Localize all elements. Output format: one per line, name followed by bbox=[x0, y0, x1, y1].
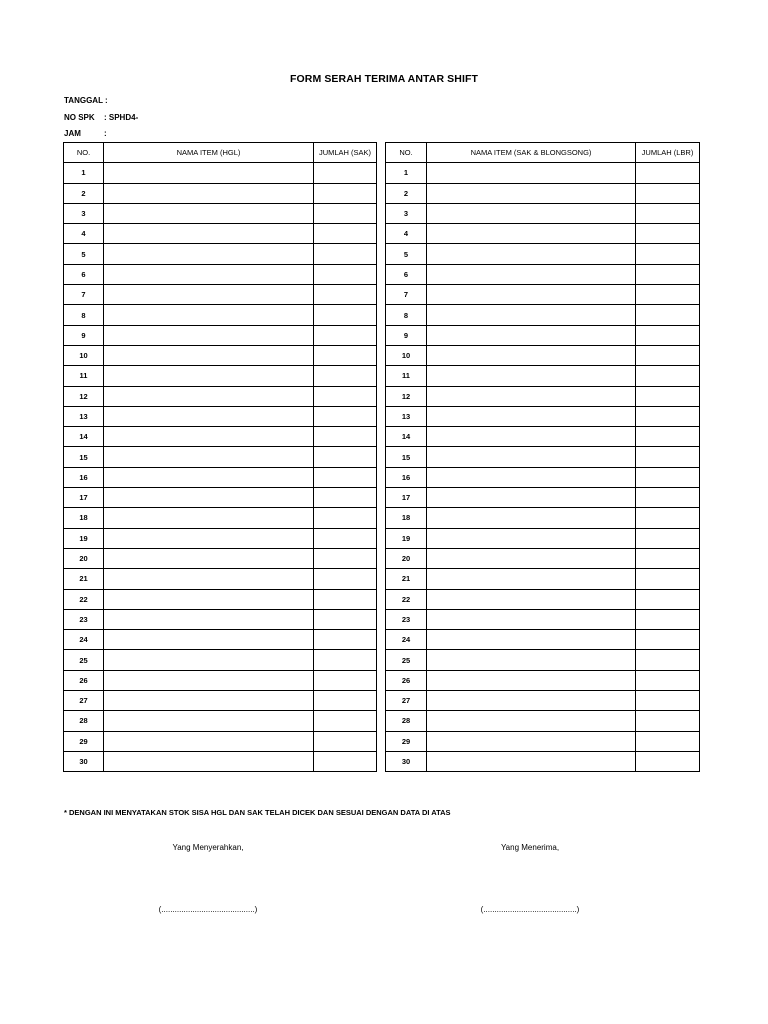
item-name-cell[interactable] bbox=[104, 447, 314, 467]
table-row bbox=[64, 447, 377, 467]
quantity-cell[interactable] bbox=[636, 650, 700, 670]
row-number: 17 bbox=[386, 488, 427, 508]
row-number: 9 bbox=[64, 325, 104, 345]
quantity-cell[interactable] bbox=[636, 711, 700, 731]
quantity-cell[interactable] bbox=[314, 589, 377, 609]
item-name-cell[interactable] bbox=[104, 508, 314, 528]
form-title: FORM SERAH TERIMA ANTAR SHIFT bbox=[290, 73, 478, 85]
quantity-cell[interactable] bbox=[314, 224, 377, 244]
table-row bbox=[64, 731, 377, 751]
item-name-cell[interactable] bbox=[104, 609, 314, 629]
item-name-cell[interactable] bbox=[427, 467, 636, 487]
row-number: 9 bbox=[386, 325, 427, 345]
header-item-name: NAMA ITEM (HGL) bbox=[104, 143, 314, 163]
item-name-cell[interactable] bbox=[104, 345, 314, 365]
quantity-cell[interactable] bbox=[636, 670, 700, 690]
row-number: 14 bbox=[386, 427, 427, 447]
table-row bbox=[386, 467, 700, 487]
quantity-cell[interactable] bbox=[314, 244, 377, 264]
table-row bbox=[64, 488, 377, 508]
item-name-cell[interactable] bbox=[427, 670, 636, 690]
item-name-cell[interactable] bbox=[427, 203, 636, 223]
item-name-cell[interactable] bbox=[104, 163, 314, 183]
item-name-cell[interactable] bbox=[104, 366, 314, 386]
quantity-cell[interactable] bbox=[636, 366, 700, 386]
table-row bbox=[386, 650, 700, 670]
quantity-cell[interactable] bbox=[636, 183, 700, 203]
quantity-cell[interactable] bbox=[314, 183, 377, 203]
table-row bbox=[386, 528, 700, 548]
giver-signature-line: (..........................................) bbox=[158, 905, 258, 914]
quantity-cell[interactable] bbox=[314, 751, 377, 771]
item-name-cell[interactable] bbox=[427, 305, 636, 325]
quantity-cell[interactable] bbox=[314, 488, 377, 508]
item-name-cell[interactable] bbox=[104, 630, 314, 650]
row-number: 2 bbox=[386, 183, 427, 203]
table-row bbox=[64, 751, 377, 771]
quantity-cell[interactable] bbox=[314, 264, 377, 284]
table-row bbox=[64, 427, 377, 447]
item-name-cell[interactable] bbox=[104, 670, 314, 690]
row-number: 15 bbox=[386, 447, 427, 467]
row-number: 16 bbox=[64, 467, 104, 487]
table-row bbox=[386, 711, 700, 731]
table-row bbox=[64, 386, 377, 406]
header-no: NO. bbox=[64, 143, 104, 163]
quantity-cell[interactable] bbox=[314, 345, 377, 365]
row-number: 23 bbox=[386, 609, 427, 629]
row-number: 22 bbox=[64, 589, 104, 609]
item-name-cell[interactable] bbox=[104, 488, 314, 508]
item-name-cell[interactable] bbox=[104, 691, 314, 711]
row-number: 7 bbox=[64, 285, 104, 305]
row-number: 24 bbox=[64, 630, 104, 650]
row-number: 20 bbox=[386, 548, 427, 568]
row-number: 5 bbox=[64, 244, 104, 264]
quantity-cell[interactable] bbox=[636, 386, 700, 406]
quantity-cell[interactable] bbox=[636, 691, 700, 711]
quantity-cell[interactable] bbox=[636, 609, 700, 629]
row-number: 13 bbox=[64, 406, 104, 426]
row-number: 10 bbox=[386, 345, 427, 365]
table-row bbox=[386, 731, 700, 751]
item-name-cell[interactable] bbox=[427, 609, 636, 629]
table-row bbox=[386, 224, 700, 244]
item-name-cell[interactable] bbox=[104, 244, 314, 264]
table-row bbox=[64, 711, 377, 731]
quantity-cell[interactable] bbox=[314, 325, 377, 345]
table-row bbox=[64, 569, 377, 589]
quantity-cell[interactable] bbox=[636, 508, 700, 528]
item-name-cell[interactable] bbox=[427, 691, 636, 711]
table-header-row bbox=[64, 143, 377, 163]
hgl-table bbox=[63, 142, 377, 772]
item-name-cell[interactable] bbox=[427, 548, 636, 568]
item-name-cell[interactable] bbox=[427, 630, 636, 650]
item-name-cell[interactable] bbox=[427, 224, 636, 244]
quantity-cell[interactable] bbox=[636, 569, 700, 589]
table-row bbox=[386, 244, 700, 264]
item-name-cell[interactable] bbox=[427, 427, 636, 447]
item-name-cell[interactable] bbox=[104, 467, 314, 487]
quantity-cell[interactable] bbox=[314, 305, 377, 325]
item-name-cell[interactable] bbox=[427, 386, 636, 406]
quantity-cell[interactable] bbox=[636, 548, 700, 568]
receiver-signature-line: (..........................................) bbox=[480, 905, 580, 914]
row-number: 30 bbox=[386, 751, 427, 771]
quantity-cell[interactable] bbox=[636, 203, 700, 223]
table-row bbox=[386, 264, 700, 284]
table-row bbox=[64, 224, 377, 244]
table-row bbox=[386, 325, 700, 345]
tanggal-field bbox=[64, 96, 108, 105]
quantity-cell[interactable] bbox=[314, 406, 377, 426]
row-number: 21 bbox=[64, 569, 104, 589]
table-row bbox=[386, 670, 700, 690]
row-number: 3 bbox=[64, 203, 104, 223]
table-row bbox=[386, 427, 700, 447]
table-row bbox=[386, 609, 700, 629]
table-row bbox=[386, 183, 700, 203]
nospk-value: : SPHD4- bbox=[104, 113, 139, 122]
quantity-cell[interactable] bbox=[314, 285, 377, 305]
row-number: 30 bbox=[64, 751, 104, 771]
table-row bbox=[64, 650, 377, 670]
item-name-cell[interactable] bbox=[427, 366, 636, 386]
table-row bbox=[64, 366, 377, 386]
quantity-cell[interactable] bbox=[636, 305, 700, 325]
table-row bbox=[64, 244, 377, 264]
receiver-label: Yang Menerima, bbox=[500, 843, 560, 852]
row-number: 10 bbox=[64, 345, 104, 365]
item-name-cell[interactable] bbox=[104, 589, 314, 609]
header-quantity: JUMLAH (LBR) bbox=[636, 143, 700, 163]
item-name-cell[interactable] bbox=[104, 203, 314, 223]
item-name-cell[interactable] bbox=[104, 406, 314, 426]
table-row bbox=[386, 203, 700, 223]
giver-label: Yang Menyerahkan, bbox=[172, 843, 244, 852]
table-row bbox=[386, 508, 700, 528]
row-number: 14 bbox=[64, 427, 104, 447]
table-row bbox=[386, 305, 700, 325]
table-row bbox=[64, 670, 377, 690]
quantity-cell[interactable] bbox=[636, 589, 700, 609]
quantity-cell[interactable] bbox=[636, 244, 700, 264]
item-name-cell[interactable] bbox=[427, 488, 636, 508]
row-number: 11 bbox=[386, 366, 427, 386]
row-number: 6 bbox=[64, 264, 104, 284]
item-name-cell[interactable] bbox=[104, 427, 314, 447]
row-number: 26 bbox=[386, 670, 427, 690]
table-row bbox=[386, 366, 700, 386]
table-row bbox=[64, 406, 377, 426]
table-row bbox=[64, 691, 377, 711]
table-row bbox=[64, 528, 377, 548]
item-name-cell[interactable] bbox=[104, 528, 314, 548]
row-number: 19 bbox=[64, 528, 104, 548]
table-row bbox=[386, 406, 700, 426]
quantity-cell[interactable] bbox=[314, 366, 377, 386]
row-number: 22 bbox=[386, 589, 427, 609]
item-name-cell[interactable] bbox=[104, 285, 314, 305]
item-name-cell[interactable] bbox=[104, 548, 314, 568]
jam-label: JAM bbox=[64, 129, 81, 138]
row-number: 8 bbox=[386, 305, 427, 325]
row-number: 3 bbox=[386, 203, 427, 223]
row-number: 27 bbox=[386, 691, 427, 711]
quantity-cell[interactable] bbox=[636, 751, 700, 771]
table-row bbox=[386, 447, 700, 467]
table-row bbox=[64, 264, 377, 284]
table-row bbox=[386, 488, 700, 508]
item-name-cell[interactable] bbox=[427, 528, 636, 548]
quantity-cell[interactable] bbox=[636, 528, 700, 548]
table-row bbox=[64, 345, 377, 365]
item-name-cell[interactable] bbox=[104, 183, 314, 203]
quantity-cell[interactable] bbox=[314, 650, 377, 670]
row-number: 6 bbox=[386, 264, 427, 284]
row-number: 29 bbox=[64, 731, 104, 751]
quantity-cell[interactable] bbox=[636, 447, 700, 467]
quantity-cell[interactable] bbox=[314, 447, 377, 467]
jam-field bbox=[64, 129, 107, 138]
table-row bbox=[386, 386, 700, 406]
row-number: 11 bbox=[64, 366, 104, 386]
table-row bbox=[386, 589, 700, 609]
table-row bbox=[64, 609, 377, 629]
nospk-field bbox=[64, 113, 138, 122]
table-row bbox=[64, 163, 377, 183]
table-row bbox=[64, 467, 377, 487]
row-number: 19 bbox=[386, 528, 427, 548]
table-row bbox=[386, 285, 700, 305]
quantity-cell[interactable] bbox=[636, 427, 700, 447]
quantity-cell[interactable] bbox=[314, 467, 377, 487]
row-number: 27 bbox=[64, 691, 104, 711]
quantity-cell[interactable] bbox=[636, 488, 700, 508]
table-row bbox=[386, 345, 700, 365]
item-name-cell[interactable] bbox=[427, 447, 636, 467]
row-number: 21 bbox=[386, 569, 427, 589]
item-name-cell[interactable] bbox=[427, 264, 636, 284]
row-number: 13 bbox=[386, 406, 427, 426]
quantity-cell[interactable] bbox=[636, 264, 700, 284]
item-name-cell[interactable] bbox=[104, 711, 314, 731]
table-row bbox=[64, 589, 377, 609]
quantity-cell[interactable] bbox=[636, 406, 700, 426]
quantity-cell[interactable] bbox=[314, 569, 377, 589]
row-number: 28 bbox=[64, 711, 104, 731]
item-name-cell[interactable] bbox=[427, 345, 636, 365]
item-name-cell[interactable] bbox=[427, 325, 636, 345]
quantity-cell[interactable] bbox=[314, 731, 377, 751]
item-name-cell[interactable] bbox=[427, 508, 636, 528]
row-number: 17 bbox=[64, 488, 104, 508]
item-name-cell[interactable] bbox=[104, 650, 314, 670]
item-name-cell[interactable] bbox=[104, 305, 314, 325]
row-number: 23 bbox=[64, 609, 104, 629]
row-number: 26 bbox=[64, 670, 104, 690]
item-name-cell[interactable] bbox=[427, 650, 636, 670]
table-row bbox=[64, 305, 377, 325]
row-number: 28 bbox=[386, 711, 427, 731]
quantity-cell[interactable] bbox=[314, 163, 377, 183]
item-name-cell[interactable] bbox=[104, 224, 314, 244]
table-row bbox=[64, 548, 377, 568]
row-number: 29 bbox=[386, 731, 427, 751]
item-name-cell[interactable] bbox=[427, 406, 636, 426]
quantity-cell[interactable] bbox=[636, 345, 700, 365]
item-name-cell[interactable] bbox=[427, 751, 636, 771]
item-name-cell[interactable] bbox=[427, 589, 636, 609]
table-row bbox=[386, 751, 700, 771]
table-row bbox=[386, 569, 700, 589]
row-number: 1 bbox=[64, 163, 104, 183]
table-row bbox=[64, 285, 377, 305]
quantity-cell[interactable] bbox=[314, 630, 377, 650]
item-name-cell[interactable] bbox=[104, 751, 314, 771]
quantity-cell[interactable] bbox=[314, 670, 377, 690]
row-number: 4 bbox=[64, 224, 104, 244]
jam-value: : bbox=[104, 129, 107, 138]
row-number: 2 bbox=[64, 183, 104, 203]
item-name-cell[interactable] bbox=[427, 569, 636, 589]
item-name-cell[interactable] bbox=[427, 285, 636, 305]
item-name-cell[interactable] bbox=[427, 183, 636, 203]
quantity-cell[interactable] bbox=[314, 508, 377, 528]
item-name-cell[interactable] bbox=[427, 244, 636, 264]
item-name-cell[interactable] bbox=[104, 325, 314, 345]
quantity-cell[interactable] bbox=[314, 427, 377, 447]
table-row bbox=[386, 630, 700, 650]
quantity-cell[interactable] bbox=[314, 711, 377, 731]
quantity-cell[interactable] bbox=[636, 731, 700, 751]
row-number: 16 bbox=[386, 467, 427, 487]
nospk-label: NO SPK bbox=[64, 113, 95, 122]
item-name-cell[interactable] bbox=[427, 711, 636, 731]
quantity-cell[interactable] bbox=[314, 203, 377, 223]
sak-blongsong-table bbox=[385, 142, 700, 772]
item-name-cell[interactable] bbox=[427, 731, 636, 751]
header-item-name: NAMA ITEM (SAK & BLONGSONG) bbox=[427, 143, 636, 163]
item-name-cell[interactable] bbox=[104, 386, 314, 406]
quantity-cell[interactable] bbox=[636, 325, 700, 345]
row-number: 15 bbox=[64, 447, 104, 467]
row-number: 12 bbox=[386, 386, 427, 406]
table-row bbox=[64, 630, 377, 650]
quantity-cell[interactable] bbox=[636, 224, 700, 244]
row-number: 5 bbox=[386, 244, 427, 264]
quantity-cell[interactable] bbox=[314, 691, 377, 711]
declaration-note: * DENGAN INI MENYATAKAN STOK SISA HGL DAN SAK TELAH DICEK DAN SESUAI DENGAN DATA DI ATAS bbox=[64, 808, 451, 817]
table-row bbox=[64, 508, 377, 528]
item-name-cell[interactable] bbox=[104, 569, 314, 589]
table-row bbox=[386, 691, 700, 711]
row-number: 7 bbox=[386, 285, 427, 305]
row-number: 18 bbox=[64, 508, 104, 528]
row-number: 25 bbox=[64, 650, 104, 670]
row-number: 20 bbox=[64, 548, 104, 568]
row-number: 1 bbox=[386, 163, 427, 183]
tanggal-label: TANGGAL : bbox=[64, 96, 108, 105]
item-name-cell[interactable] bbox=[104, 731, 314, 751]
quantity-cell[interactable] bbox=[314, 386, 377, 406]
quantity-cell[interactable] bbox=[636, 163, 700, 183]
table-row bbox=[386, 163, 700, 183]
row-number: 12 bbox=[64, 386, 104, 406]
quantity-cell[interactable] bbox=[314, 548, 377, 568]
item-name-cell[interactable] bbox=[104, 264, 314, 284]
quantity-cell[interactable] bbox=[636, 467, 700, 487]
header-no: NO. bbox=[386, 143, 427, 163]
table-row bbox=[64, 183, 377, 203]
table-row bbox=[386, 548, 700, 568]
row-number: 4 bbox=[386, 224, 427, 244]
quantity-cell[interactable] bbox=[636, 285, 700, 305]
quantity-cell[interactable] bbox=[314, 609, 377, 629]
quantity-cell[interactable] bbox=[314, 528, 377, 548]
row-number: 18 bbox=[386, 508, 427, 528]
item-name-cell[interactable] bbox=[427, 163, 636, 183]
row-number: 25 bbox=[386, 650, 427, 670]
row-number: 24 bbox=[386, 630, 427, 650]
quantity-cell[interactable] bbox=[636, 630, 700, 650]
table-header-row bbox=[386, 143, 700, 163]
header-quantity: JUMLAH (SAK) bbox=[314, 143, 377, 163]
table-row bbox=[64, 325, 377, 345]
row-number: 8 bbox=[64, 305, 104, 325]
table-row bbox=[64, 203, 377, 223]
